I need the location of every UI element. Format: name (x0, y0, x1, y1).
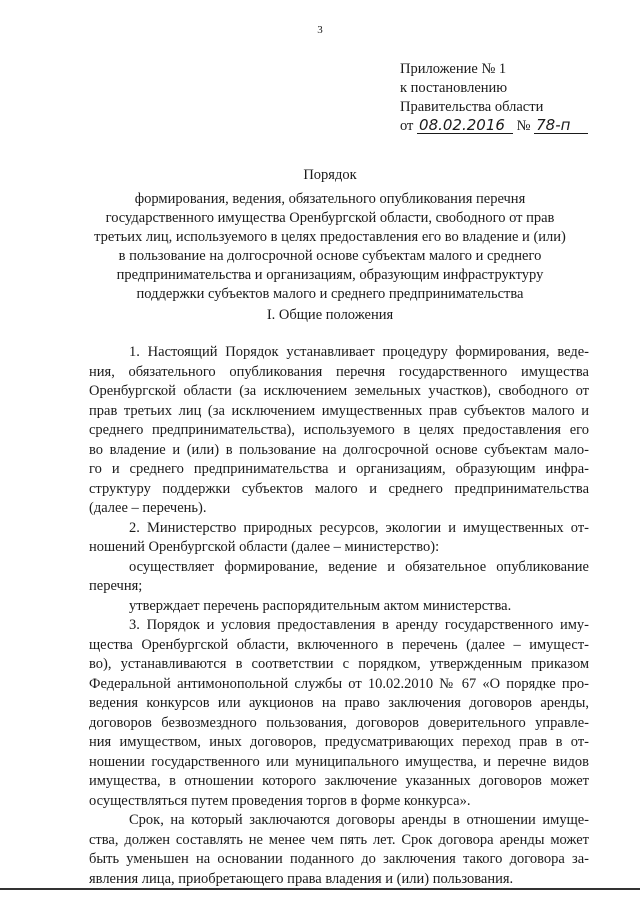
body-line: Федеральной антимонопольной службы от 10.02.2010 № 67 «О порядке про- (89, 675, 589, 692)
document-body (89, 343, 589, 889)
body-line: 1. Настоящий Порядок устанавливает процедуру формирования, веде- (129, 344, 589, 360)
body-line: щества Оренбургской области, включенного в перечень (далее – имущест- (89, 636, 589, 653)
appendix-line-1: Приложение № 1 (400, 61, 507, 77)
title-heading: Порядок (303, 167, 357, 183)
page-number: 3 (317, 24, 323, 36)
title-line: поддержки субъектов малого и среднего предпринимательства (136, 286, 524, 302)
handwritten-number: 78-п (534, 118, 588, 134)
appendix-line-2: к постановлению (400, 80, 508, 96)
body-line: 3. Порядок и условия предоставления в аренду государственного иму- (129, 617, 589, 633)
number-sign: № (516, 118, 531, 134)
body-line: Срок, на который заключаются договоры аренды в отношении имуще- (129, 812, 589, 828)
body-line: Оренбургской области (за исключением земельных участков), свободного от (89, 383, 589, 399)
title-line: в пользование на долгосрочной основе субъектам малого и среднего (118, 248, 542, 264)
body-line: (далее – перечень). (89, 500, 207, 516)
body-line: ния имуществом, иных договоров, предусматривающих переход прав в от- (89, 734, 589, 750)
body-line: осуществляет формирование, ведение и обязательное опубликование (129, 558, 589, 575)
body-line: во), устанавливаются в соответствии с порядком, утвержденным приказом (89, 656, 589, 672)
body-line: структуру поддержки субъектов малого и среднего предпринимательства (89, 480, 589, 497)
title-line: третьих лиц, используемого в целях предоставления его во владение и (или) (94, 229, 566, 245)
body-line: ведения конкурсов или аукционов на право заключения договоров аренды, (89, 695, 589, 711)
body-line: договоров безвозмездного пользования, договоров доверительного управле- (89, 714, 589, 731)
appendix-from-label: от (400, 118, 414, 134)
body-line: быть уменьшен на основании поданного до заключения такого договора за- (89, 851, 589, 867)
body-line: перечня; (89, 578, 143, 594)
body-line: осуществляться путем проведения торгов в форме конкурса». (89, 792, 471, 809)
body-line: явления лица, приобретающего права владения и (или) пользования. (89, 870, 514, 887)
section-heading: I. Общие положения (266, 307, 394, 323)
body-line: во владение и (или) в пользование на долгосрочной основе субъектам мало- (89, 441, 589, 458)
body-line: имущества, в отношении которого заключение указанных договоров может (89, 773, 589, 789)
document-title (70, 166, 590, 304)
body-line: ства, должен составлять не менее чем пять лет. Срок договора аренды может (89, 831, 589, 848)
title-line: предпринимательства и организациям, образующим инфраструктуру (116, 267, 544, 283)
body-line: 2. Министерство природных ресурсов, экологии и имущественных от- (129, 519, 589, 536)
body-line: ния, обязательного опубликования перечня государственного имущества (89, 363, 589, 380)
body-line: прав третьих лиц (за исключением имущественных прав субъектов малого и (89, 402, 589, 419)
body-line: ношений Оренбургской области (далее – министерство): (89, 539, 440, 555)
title-line: формирования, ведения, обязательного опубликования перечня (134, 191, 526, 207)
scan-bottom-edge (0, 888, 640, 890)
appendix-date-line (400, 117, 588, 136)
body-line: утверждает перечень распорядительным актом министерства. (129, 597, 512, 614)
handwritten-date: 08.02.2016 (417, 118, 513, 134)
title-line: государственного имущества Оренбургской области, свободного от прав (105, 210, 555, 226)
body-line: среднего предпринимательства), используемого в целях предоставления его (89, 422, 589, 438)
appendix-block (400, 60, 588, 136)
appendix-line-3: Правительства области (400, 99, 544, 115)
body-line: ношении государственного или муниципального имущества, и перечне видов (89, 753, 589, 770)
body-line: го и среднего предпринимательства и организациям, образующим инфра- (89, 461, 589, 477)
